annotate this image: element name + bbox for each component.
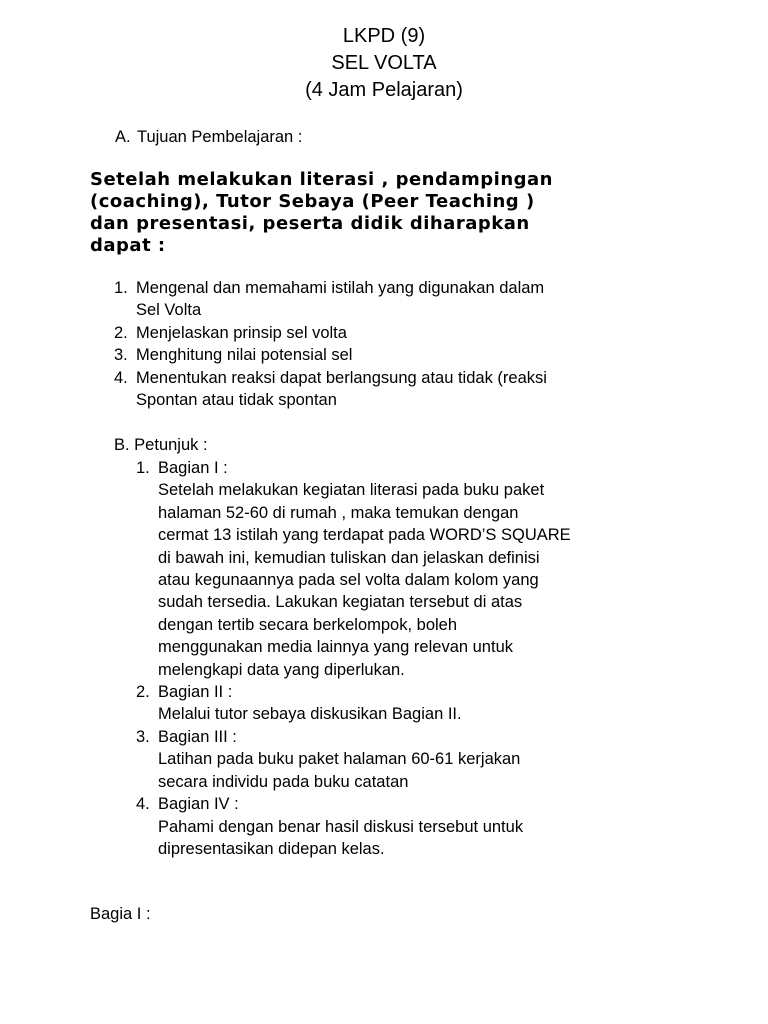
- intro-line: (coaching), Tutor Sebaya (Peer Teaching ): [90, 191, 535, 212]
- item-number: 2.: [136, 683, 150, 702]
- item-line: dipresentasikan didepan kelas.: [158, 839, 385, 858]
- item-line: melengkapi data yang diperlukan.: [158, 660, 405, 679]
- list-item: [136, 681, 571, 726]
- item-line: sudah tersedia. Lakukan kegiatan tersebut di atas: [158, 593, 523, 612]
- item-line: Sel Volta: [136, 301, 202, 320]
- section-b-heading: B. Petunjuk :: [114, 436, 208, 454]
- list-item: [136, 793, 571, 860]
- part-one-label: Bagia I :: [90, 905, 151, 923]
- item-number: 2.: [114, 323, 128, 342]
- item-line: atau kegunaannya pada sel volta dalam kolom yang: [158, 571, 539, 590]
- instructions-list: [136, 457, 571, 860]
- item-line: Setelah melakukan kegiatan literasi pada buku paket: [158, 481, 545, 500]
- item-line: Spontan atau tidak spontan: [136, 391, 337, 410]
- objectives-list: [114, 277, 547, 411]
- list-item: [114, 322, 547, 344]
- list-item: [136, 726, 571, 793]
- doc-duration: (4 Jam Pelajaran): [305, 79, 463, 101]
- item-line: Menjelaskan prinsip sel volta: [136, 323, 347, 342]
- section-a-title: Tujuan Pembelajaran :: [137, 128, 303, 146]
- list-item: [136, 457, 571, 681]
- item-number: 1.: [114, 279, 128, 297]
- item-line: halaman 52-60 di rumah , maka temukan dengan: [158, 503, 519, 522]
- item-line: Bagian I :: [158, 459, 228, 477]
- section-a-marker: A.: [115, 128, 131, 146]
- item-line: dengan tertib secara berkelompok, boleh: [158, 615, 458, 634]
- item-number: 3.: [114, 346, 128, 365]
- list-item: [114, 277, 547, 322]
- item-number: 3.: [136, 727, 150, 746]
- item-line: Bagian II :: [158, 683, 233, 702]
- intro-line: dan presentasi, peserta didik diharapkan: [90, 213, 530, 234]
- item-line: Melalui tutor sebaya diskusikan Bagian II.: [158, 705, 462, 724]
- item-number: 1.: [136, 459, 150, 477]
- item-line: Menentukan reaksi dapat berlangsung atau tidak (reaksi: [136, 368, 547, 387]
- item-number: 4.: [114, 368, 128, 387]
- item-line: Menghitung nilai potensial sel: [136, 346, 353, 365]
- doc-title-code: LKPD (9): [342, 25, 426, 47]
- intro-line: Setelah melakukan literasi , pendampingan: [90, 169, 553, 190]
- intro-paragraph: [90, 169, 670, 257]
- intro-line: dapat :: [90, 235, 166, 256]
- item-line: Mengenal dan memahami istilah yang digunakan dalam: [136, 279, 545, 297]
- item-line: menggunakan media lainnya yang relevan untuk: [158, 638, 513, 657]
- item-line: Bagian IV :: [158, 795, 239, 814]
- list-item: [114, 367, 547, 412]
- item-line: Bagian III :: [158, 727, 237, 746]
- item-number: 4.: [136, 795, 150, 814]
- item-line: Latihan pada buku paket halaman 60-61 kerjakan: [158, 750, 521, 769]
- item-line: di bawah ini, kemudian tuliskan dan jelaskan definisi: [158, 548, 540, 567]
- item-line: Pahami dengan benar hasil diskusi tersebut untuk: [158, 817, 524, 836]
- item-line: secara individu pada buku catatan: [158, 772, 409, 791]
- doc-title: SEL VOLTA: [331, 52, 437, 74]
- section-a-heading: [115, 126, 302, 148]
- list-item: [114, 344, 547, 366]
- item-line: cermat 13 istilah yang terdapat pada WORD’S SQUARE: [158, 526, 571, 545]
